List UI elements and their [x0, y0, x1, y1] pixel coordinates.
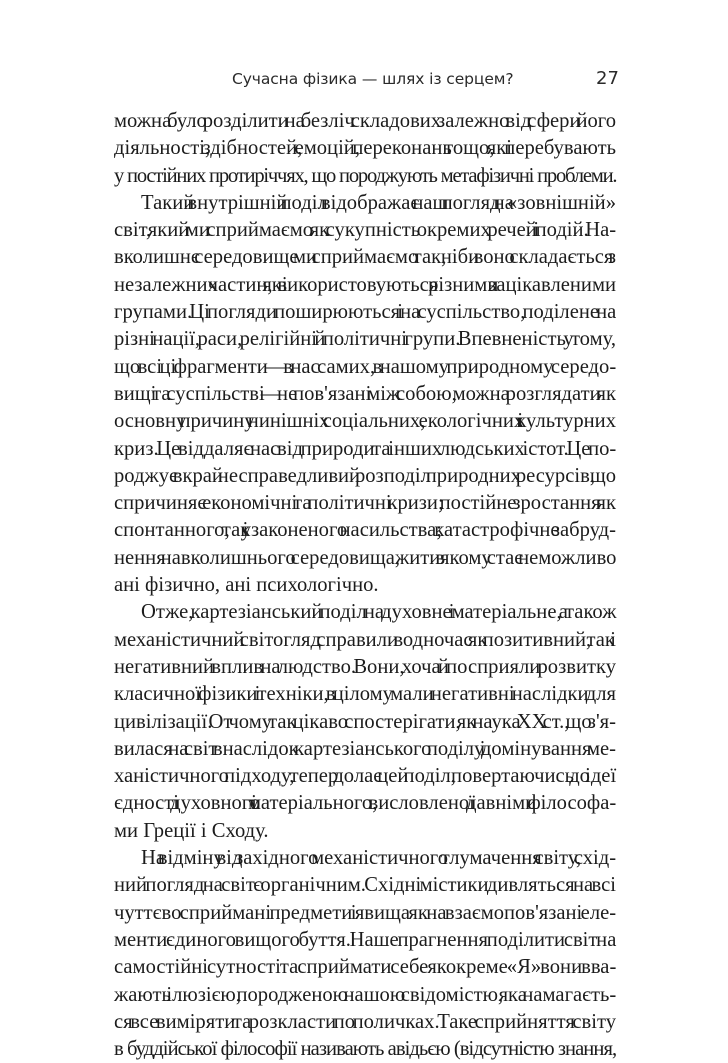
text-line: Отже, картезіанський поділ на духовне і матеріальне, а також: [141, 601, 617, 624]
running-title: Сучасна фізика — шлях із серцем?: [232, 70, 514, 88]
running-header: [0, 64, 728, 96]
text-line: вищі та суспільстві — не пов'язані між собою, можна розглядати як: [114, 382, 616, 405]
text-line: ми Греції і Сходу.: [114, 819, 269, 842]
text-line: цивілізації. От чому так цікаво спостерігати, як наука XX ст., що з'я-: [114, 710, 616, 733]
text-line: ний погляд на світ є органічним. Східні містики дивляться на всі: [114, 874, 616, 897]
text-line: у постійних протиріччях, що породжують метафізичні проблеми.: [114, 164, 617, 187]
paragraph: [114, 108, 616, 190]
text-line: єдності духовного і матеріального, висловленої давніми філософа-: [114, 792, 617, 815]
page-number: 27: [596, 68, 619, 89]
text-line: роджує вкрай несправедливий розподіл природних ресурсів, що: [114, 464, 616, 487]
text-line: світ, який ми сприймаємо як сукупність окремих речей і подій. На-: [114, 219, 617, 242]
body-text: [114, 108, 616, 1063]
text-line: незалежних частин, які використовуються різними зацікавленими: [114, 273, 616, 296]
text-line: спонтанного, так і узаконеного насильства; катастрофічне забруд-: [114, 519, 616, 542]
text-line: нення навколишнього середовища, жити в якому стає неможливо: [114, 546, 617, 569]
text-line: спричиняє економічні та політичні кризи; постійне зростання як: [114, 492, 616, 515]
text-line: криз. Це віддаляє нас від природи та інших людських істот. Це по-: [114, 437, 617, 460]
text-line: можна було розділити на безліч складових залежно від сфери його: [114, 110, 616, 132]
text-line: основну причину нинішніх соціальних, екологічних і культурних: [114, 410, 616, 433]
text-line: групами. Ці погляди поширюються і на суспільство, поділене на: [114, 301, 617, 324]
text-line: вколишнє середовище ми сприймаємо так, ніби воно складається з: [114, 246, 617, 269]
text-line: ані фізично, ані психологічно.: [114, 574, 379, 597]
text-line: На відміну від західного механістичного тлумачення світу, схід-: [141, 847, 617, 870]
text-line: вилася на світ внаслідок картезіанського поділу і домінування ме-: [114, 737, 616, 760]
text-line: менти єдиного вищого буття. Наше прагнення поділити світ на: [114, 928, 617, 951]
text-line: класичної фізики і техніки, в цілому мали негативні наслідки для: [114, 683, 616, 706]
text-line: жають ілюзією, породженою нашою свідомістю, яка намагаєть-: [114, 983, 617, 1006]
text-line: в буддійської філософії називають авідьєю (відсутністю знання,: [114, 1038, 617, 1061]
text-line: що всі ці фрагменти — в нас самих, в нашому природному середо-: [114, 355, 617, 378]
text-line: негативний вплив на людство. Вони, хоча й посприяли розвитку: [114, 655, 616, 678]
paragraph: [114, 599, 616, 845]
text-line: механістичний світогляд справили водночас як позитивний, так і: [114, 628, 616, 651]
text-line: ханістичного підходу, тепер долає цей поділ, повертаючись до ідеї: [114, 765, 617, 788]
text-line: ся все виміряти та розкласти по поличках. Таке сприйняття світу: [114, 1010, 617, 1033]
text-line: діяльності, здібностей, емоцій, переконань тощо, які перебувають: [114, 137, 616, 160]
text-line: чуттєво сприймані предмети і явища як на взаємопов'язані еле-: [114, 901, 617, 924]
text-line: самостійні сутності та сприймати себе як окреме «Я» вони вва-: [114, 956, 617, 979]
paragraph: [114, 845, 616, 1063]
text-line: різні нації, раси, релігійні й політичні групи. Впевненість у тому,: [114, 328, 616, 351]
text-line: Такий внутрішній поділ відображає наш погляд на «зовнішній»: [141, 191, 616, 214]
paragraph: [114, 190, 616, 599]
